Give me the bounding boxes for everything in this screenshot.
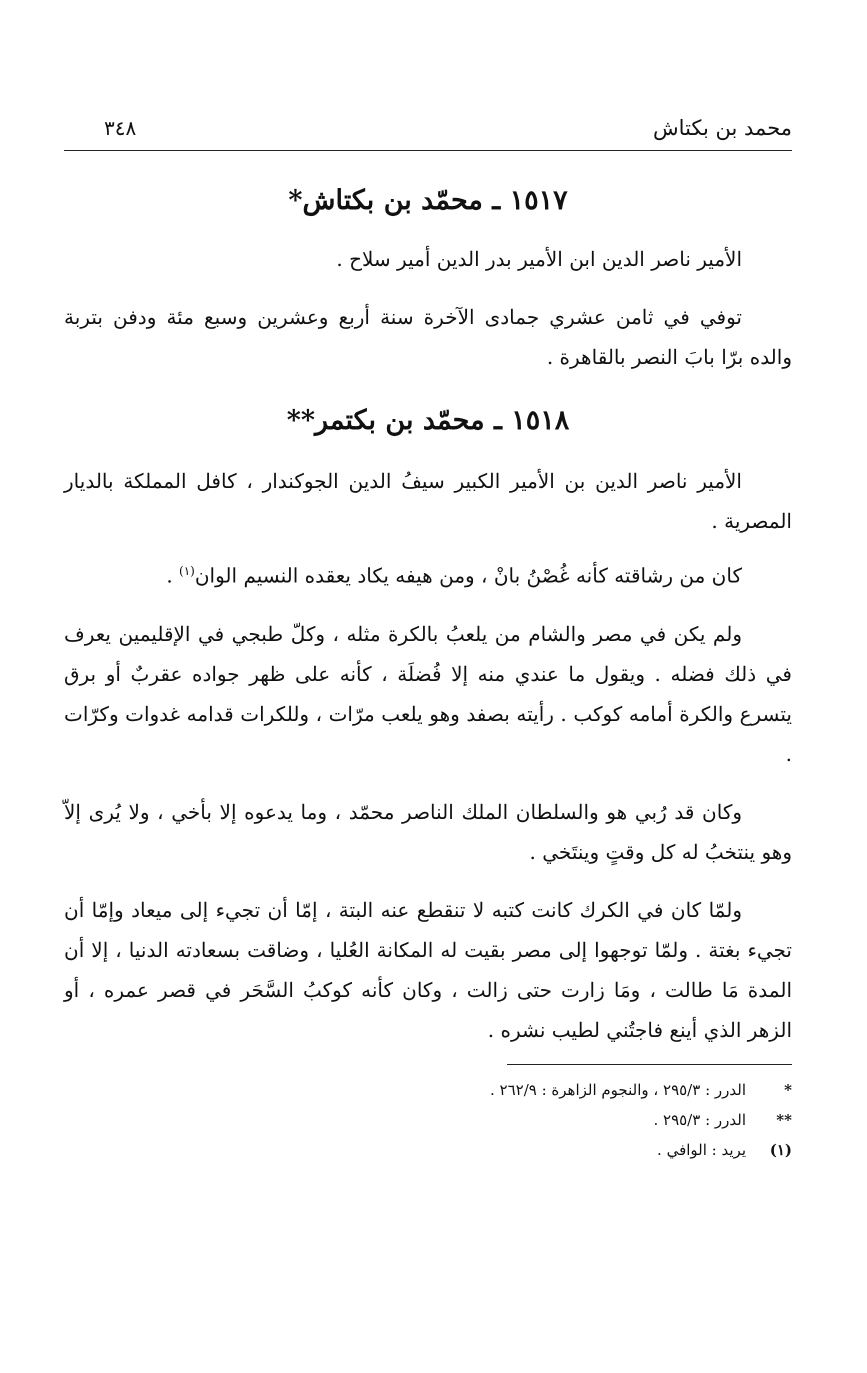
page-number: ٣٤٨ (104, 116, 137, 140)
footnote-text: الدرر : ٢٩٥/٣ ، والنجوم الزاهرة : ٢٦٢/٩ . (489, 1080, 746, 1099)
running-title: محمد بن بكتاش (653, 116, 792, 140)
entry-heading-1517: ١٥١٧ ـ محمّد بن بكتاش* (288, 185, 568, 216)
footnote-text: الدرر : ٢٩٥/٣ . (653, 1110, 746, 1129)
footnote-mark: (١) (769, 1140, 792, 1159)
entry-1518-paragraph-1: الأمير ناصر الدين بن الأمير الكبير سيفُ الدين الجوكندار ، كافل المملكة بالديار المصرية . (64, 469, 792, 533)
entry-1518-paragraph-3: ولم يكن في مصر والشام من يلعبُ بالكرة مثله ، وكلّ طبجي في الإقليمين يعرف في ذلك فضله . ويقول ما عندي منه إلا فُضلَة ، كأنه على ظهر جواده عقربٌ أو برق يتسرع والكرة أمامه كوكب . رأيته بصفد وهو يلعب مرّات ، وللكرات قدامه غدوات وكرّات . (64, 621, 792, 766)
paragraph-text: كان من رشاقته كأنه غُصْنُ بانْ ، ومن هيفه يكاد يعقده النسيم الوان (194, 563, 742, 588)
entry-1518-paragraph-2 (64, 551, 792, 596)
footnote-separator (507, 1064, 792, 1065)
footnote-mark: ** (776, 1110, 792, 1129)
footnotes (64, 1075, 792, 1165)
entry-1517-paragraph-1: الأمير ناصر الدين ابن الأمير بدر الدين أمير سلاح . (336, 247, 742, 271)
footnote-text: يريد : الوافي . (657, 1140, 746, 1159)
running-header (64, 110, 792, 151)
entry-1518-paragraph-5: ولمّا كان في الكرك كانت كتبه لا تنقطع عنه البتة ، إمّا أن تجيء إلى ميعاد وإمّا أن تجيء بغتة . ولمّا توجهوا إلى مصر بقيت له المكانة العُليا ، وضاقت بسعادته الدنيا ، إلا أن المدة مَا طالت ، ومَا زارت حتى زالت ، وكان كأنه كوكبُ السَّحَر في قصر عمره ، أو الزهر الذي أينع فاجتُني لطيب نشره . (64, 897, 792, 1042)
entry-1517-paragraph-2: توفي في ثامن عشري جمادى الآخرة سنة أربع وعشرين وسبع مئة ودفن بتربة والده برّا بابَ النصر بالقاهرة . (64, 305, 792, 369)
footnote-item (64, 1135, 792, 1165)
paragraph-end-punctuation: . (166, 563, 180, 588)
entry-1518-paragraph-4: وكان قد رُبي هو والسلطان الملك الناصر محمّد ، وما يدعوه إلا بأخي ، ولا يُرى إلاّ وهو ينتخبُ له كل وقتٍ وينتَخي . (64, 799, 792, 864)
book-page (64, 110, 792, 1165)
footnote-item (64, 1105, 792, 1135)
footnote-reference: (١) (179, 564, 195, 578)
footnote-item (64, 1075, 792, 1105)
entry-heading-1518: ١٥١٨ ـ محمّد بن بكتمر** (286, 405, 570, 436)
footnote-mark: * (784, 1080, 792, 1099)
